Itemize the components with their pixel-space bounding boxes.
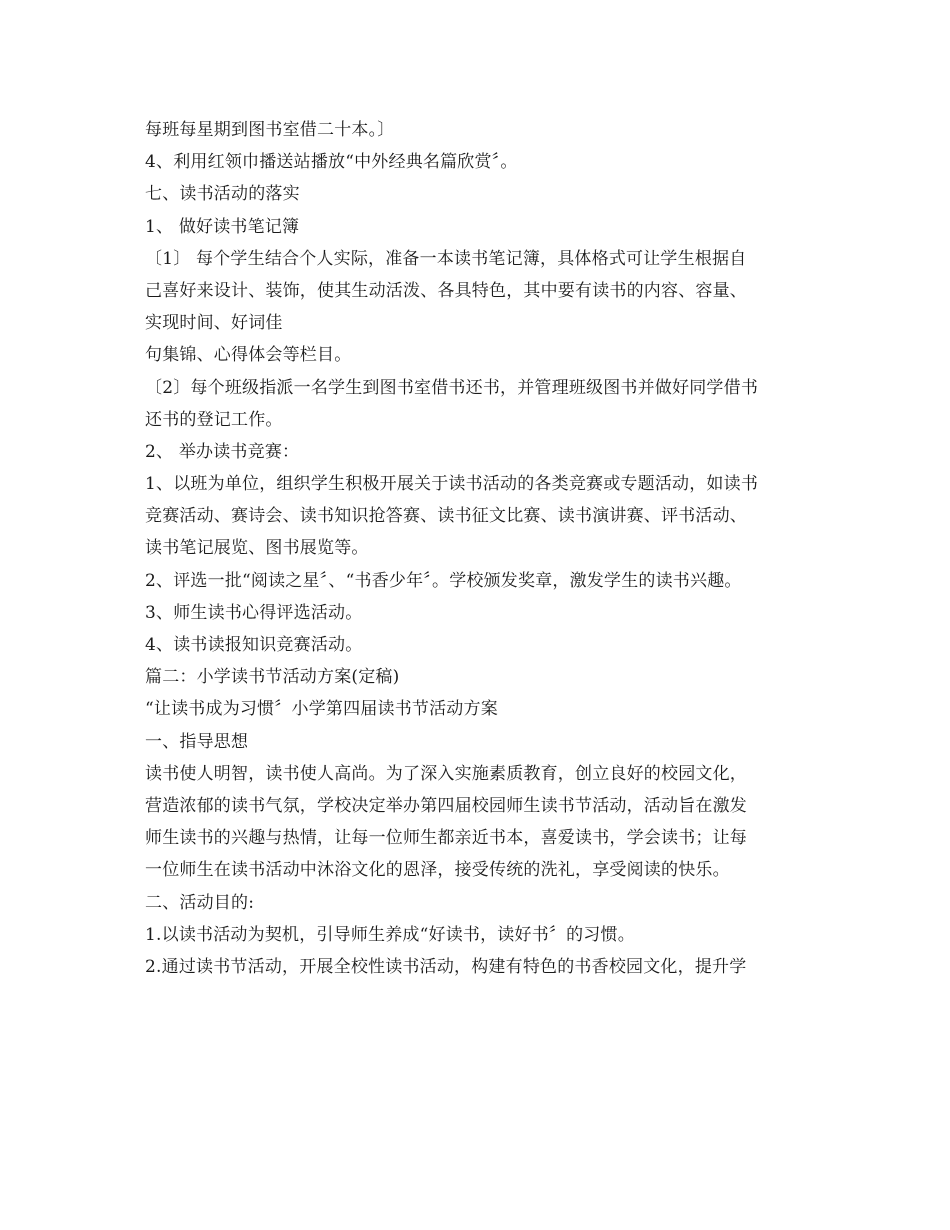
text-line: 句集锦、心得体会等栏目。 [145,345,352,366]
subsection-heading: 2、 举办读书竞赛： [145,441,300,462]
section-heading: 七、读书活动的落实 [145,184,300,205]
text-line: 实现时间、好词佳 [145,313,283,334]
text-line: 读书使人明智，读书使人高尚。为了深入实施素质教育，创立良好的校园文化， [145,763,747,784]
text-line: 己喜好来设计、装饰，使其生动活泼、各具特色，其中要有读书的内容、容量、 [145,280,747,301]
section-heading: 二、活动目的: [145,892,255,913]
section-heading: 一、指导思想 [145,731,249,752]
plan-title: “让读书成为习惯〞小学第四届读书节活动方案 [145,699,498,720]
text-line: 4、利用红领巾播送站播放“中外经典名篇欣赏〞。 [145,152,518,173]
chapter-heading: 篇二：小学读书节活动方案(定稿) [145,667,400,688]
text-line: 还书的登记工作。 [145,409,283,430]
text-line: 4、读书读报知识竞赛活动。 [145,635,363,655]
text-line: 竞赛活动、赛诗会、读书知识抢答赛、读书征文比赛、读书演讲赛、评书活动、 [145,506,747,527]
text-line: 〔2〕每个班级指派一名学生到图书室借书还书，并管理班级图书并做好同学借书 [145,377,759,398]
text-line: 读书笔记展览、图书展览等。 [145,538,369,559]
text-line: 〔1〕 每个学生结合个人实际，准备一本读书笔记簿，具体格式可让学生根据自 [145,248,747,269]
text-line: 一位师生在读书活动中沐浴文化的恩泽，接受传统的洗礼，享受阅读的快乐。 [145,860,730,881]
text-line: 营造浓郁的读书气氛，学校决定举办第四届校园师生读书节活动，活动旨在激发 [145,795,747,816]
text-line: 1、以班为单位，组织学生积极开展关于读书活动的各类竞赛或专题活动，如读书 [145,474,759,495]
text-line: 3、师生读书心得评选活动。 [145,602,363,623]
text-line: 2、评选一批“阅读之星〞、“书香少年〞。学校颁发奖章，激发学生的读书兴趣。 [145,570,742,591]
document-body [145,114,815,983]
text-line: 1.以读书活动为契机，引导师生养成“好读书，读好书〞的习惯。 [145,924,635,945]
text-line: 师生读书的兴趣与热情，让每一位师生都亲近书本，喜爱读书，学会读书；让每 [145,828,747,849]
subsection-heading: 1、 做好读书笔记簿 [145,216,300,237]
text-line: 2.通过读书节活动，开展全校性读书活动，构建有特色的书香校园文化，提升学 [145,956,747,977]
text-line: 每班每星期到图书室借二十本。〕 [145,120,395,140]
